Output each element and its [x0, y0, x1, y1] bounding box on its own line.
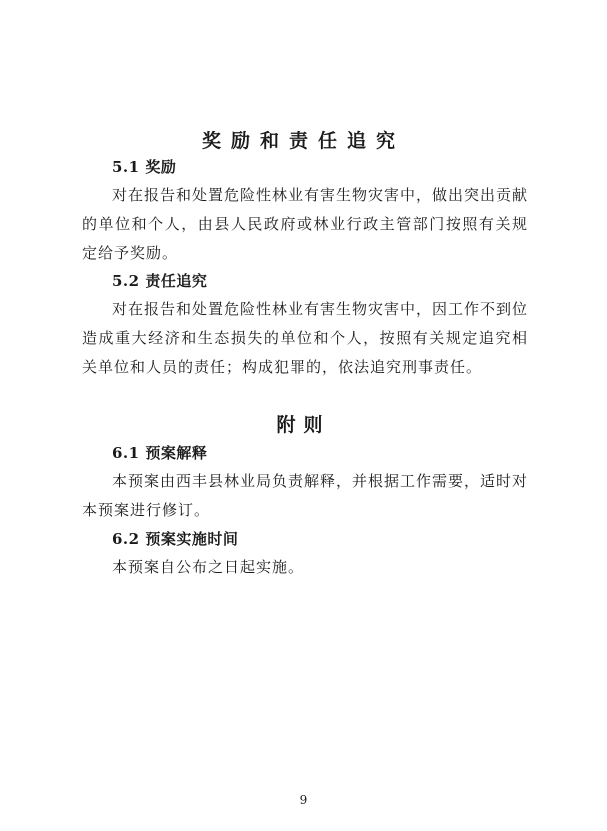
paragraph-plan-interpretation: 本预案由西丰县林业局负责解释，并根据工作需要，适时对本预案进行修订。	[82, 472, 529, 519]
section-title-appendix: 附则	[276, 414, 331, 436]
paragraph-implementation-date: 本预案自公布之日起实施。	[112, 558, 305, 576]
subheading-accountability: 5.2 责任追究	[112, 272, 208, 290]
subheading-reward: 5.1 奖励	[112, 158, 177, 176]
subheading-plan-interpretation: 6.1 预案解释	[112, 444, 208, 462]
page-number: 9	[299, 793, 308, 807]
paragraph-reward: 对在报告和处置危险性林业有害生物灾害中，做出突出贡献的单位和个人，由县人民政府或林业行政主管部门按照有关规定给予奖励。	[82, 186, 529, 262]
paragraph-accountability: 对在报告和处置危险性林业有害生物灾害中，因工作不到位造成重大经济和生态损失的单位和个人，按照有关规定追究相关单位和人员的责任；构成犯罪的，依法追究刑事责任。	[82, 300, 529, 376]
section-title-reward-accountability: 奖励和责任追究	[201, 130, 405, 152]
subheading-implementation-date: 6.2 预案实施时间	[112, 530, 239, 548]
